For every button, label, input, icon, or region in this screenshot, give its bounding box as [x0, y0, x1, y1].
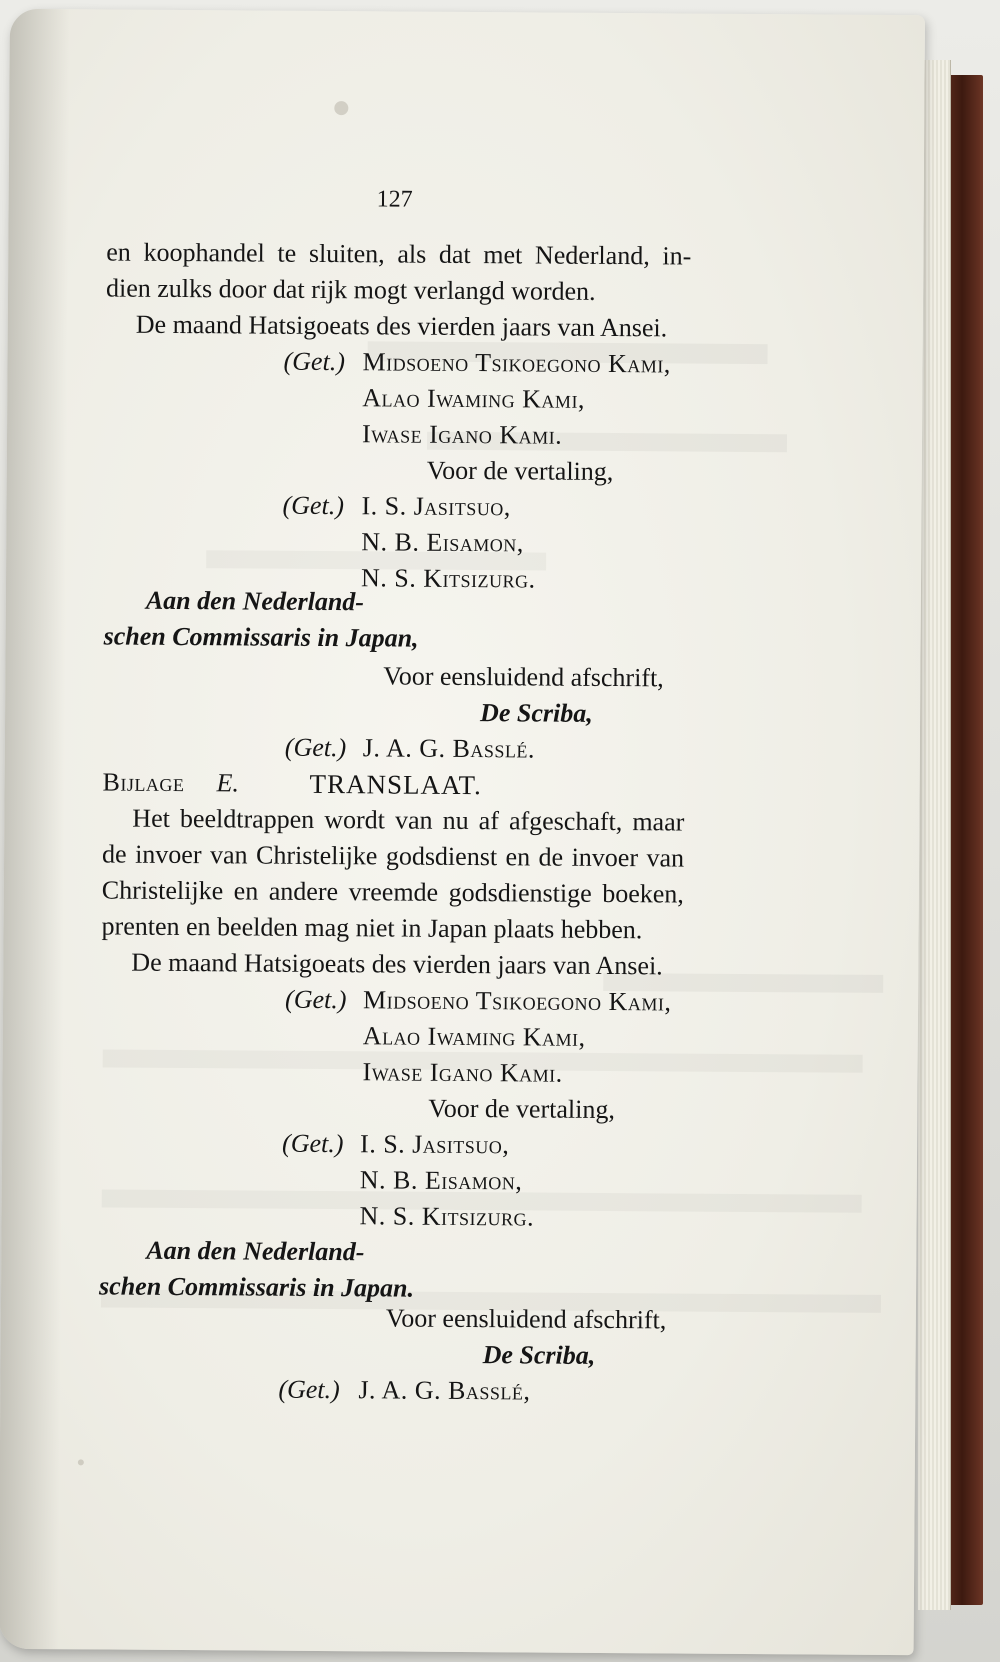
- translator-name: N. S. Kitsizurg.: [359, 1201, 535, 1232]
- addressee-line: Aan den Nederland-: [145, 585, 365, 617]
- body-line: Christelijke en andere vreemde godsdienstige boeken,: [101, 875, 684, 909]
- signer-name: Alao Iwaming Kami,: [362, 383, 586, 414]
- annex-letter: E.: [216, 768, 240, 798]
- book-page: [0, 9, 925, 1655]
- addressee-line: schen Commissaris in Japan.: [98, 1271, 415, 1303]
- signer-name: Midsoeno Tsikoegono Kami,: [363, 985, 672, 1017]
- signer-name: Midsoeno Tsikoegono Kami,: [362, 347, 671, 379]
- body-line: prenten en beelden mag niet in Japan plaats hebben.: [101, 911, 643, 945]
- body-line: de invoer van Christelijke godsdienst en de invoer van: [102, 839, 685, 873]
- scriba-line: De Scriba,: [480, 698, 593, 728]
- translation-line: Voor de vertaling,: [426, 455, 614, 487]
- signed-marker: (Get.): [281, 1128, 344, 1159]
- signed-marker: (Get.): [283, 346, 346, 377]
- translation-line: Voor de vertaling,: [428, 1093, 615, 1125]
- translator-name: I. S. Jasitsuo,: [359, 1129, 510, 1160]
- signed-marker: (Get.): [278, 1374, 340, 1405]
- signer-name: Iwase Igano Kami.: [362, 1057, 563, 1088]
- translator-name: N. B. Eisamon,: [359, 1165, 523, 1196]
- signed-marker: (Get.): [285, 984, 347, 1015]
- annex-title: TRANSLAAT.: [309, 768, 482, 801]
- body-line: Het beeldtrappen wordt van nu af afgeschaft, maar: [132, 803, 685, 837]
- paper-spot: [334, 101, 348, 115]
- final-signer: J. A. G. Basslé.: [362, 733, 536, 764]
- date-line: De maand Hatsigoeats des vierden jaars van Ansei.: [131, 947, 663, 981]
- signer-name: Alao Iwaming Kami,: [362, 1021, 586, 1052]
- page-number: 127: [376, 186, 413, 213]
- scriba-line: De Scriba,: [482, 1340, 596, 1370]
- body-line: dien zulks door dat rijk mogt verlangd worden.: [105, 273, 596, 306]
- addressee-line: schen Commissaris in Japan,: [103, 621, 419, 653]
- page-gutter-shadow: [0, 9, 70, 1649]
- signer-name: Iwase Igano Kami.: [361, 419, 563, 450]
- body-line: en koophandel te sluiten, als dat met Nederland, in-: [106, 237, 692, 271]
- addressee-line: Aan den Nederland-: [146, 1235, 365, 1267]
- final-signer: J. A. G. Basslé,: [358, 1375, 531, 1406]
- translator-name: N. S. Kitsizurg.: [360, 563, 536, 594]
- date-line: De maand Hatsigoeats des vierden jaars van Ansei.: [135, 309, 668, 343]
- translator-name: N. B. Eisamon,: [361, 527, 524, 558]
- translator-name: I. S. Jasitsuo,: [361, 491, 511, 522]
- paper-spot: [78, 1459, 84, 1465]
- copy-line: Voor eensluidend afschrift,: [383, 661, 664, 693]
- annex-label: Bijlage: [102, 767, 185, 798]
- signed-marker: (Get.): [282, 490, 345, 521]
- copy-line: Voor eensluidend afschrift,: [385, 1303, 667, 1335]
- signed-marker: (Get.): [284, 732, 347, 763]
